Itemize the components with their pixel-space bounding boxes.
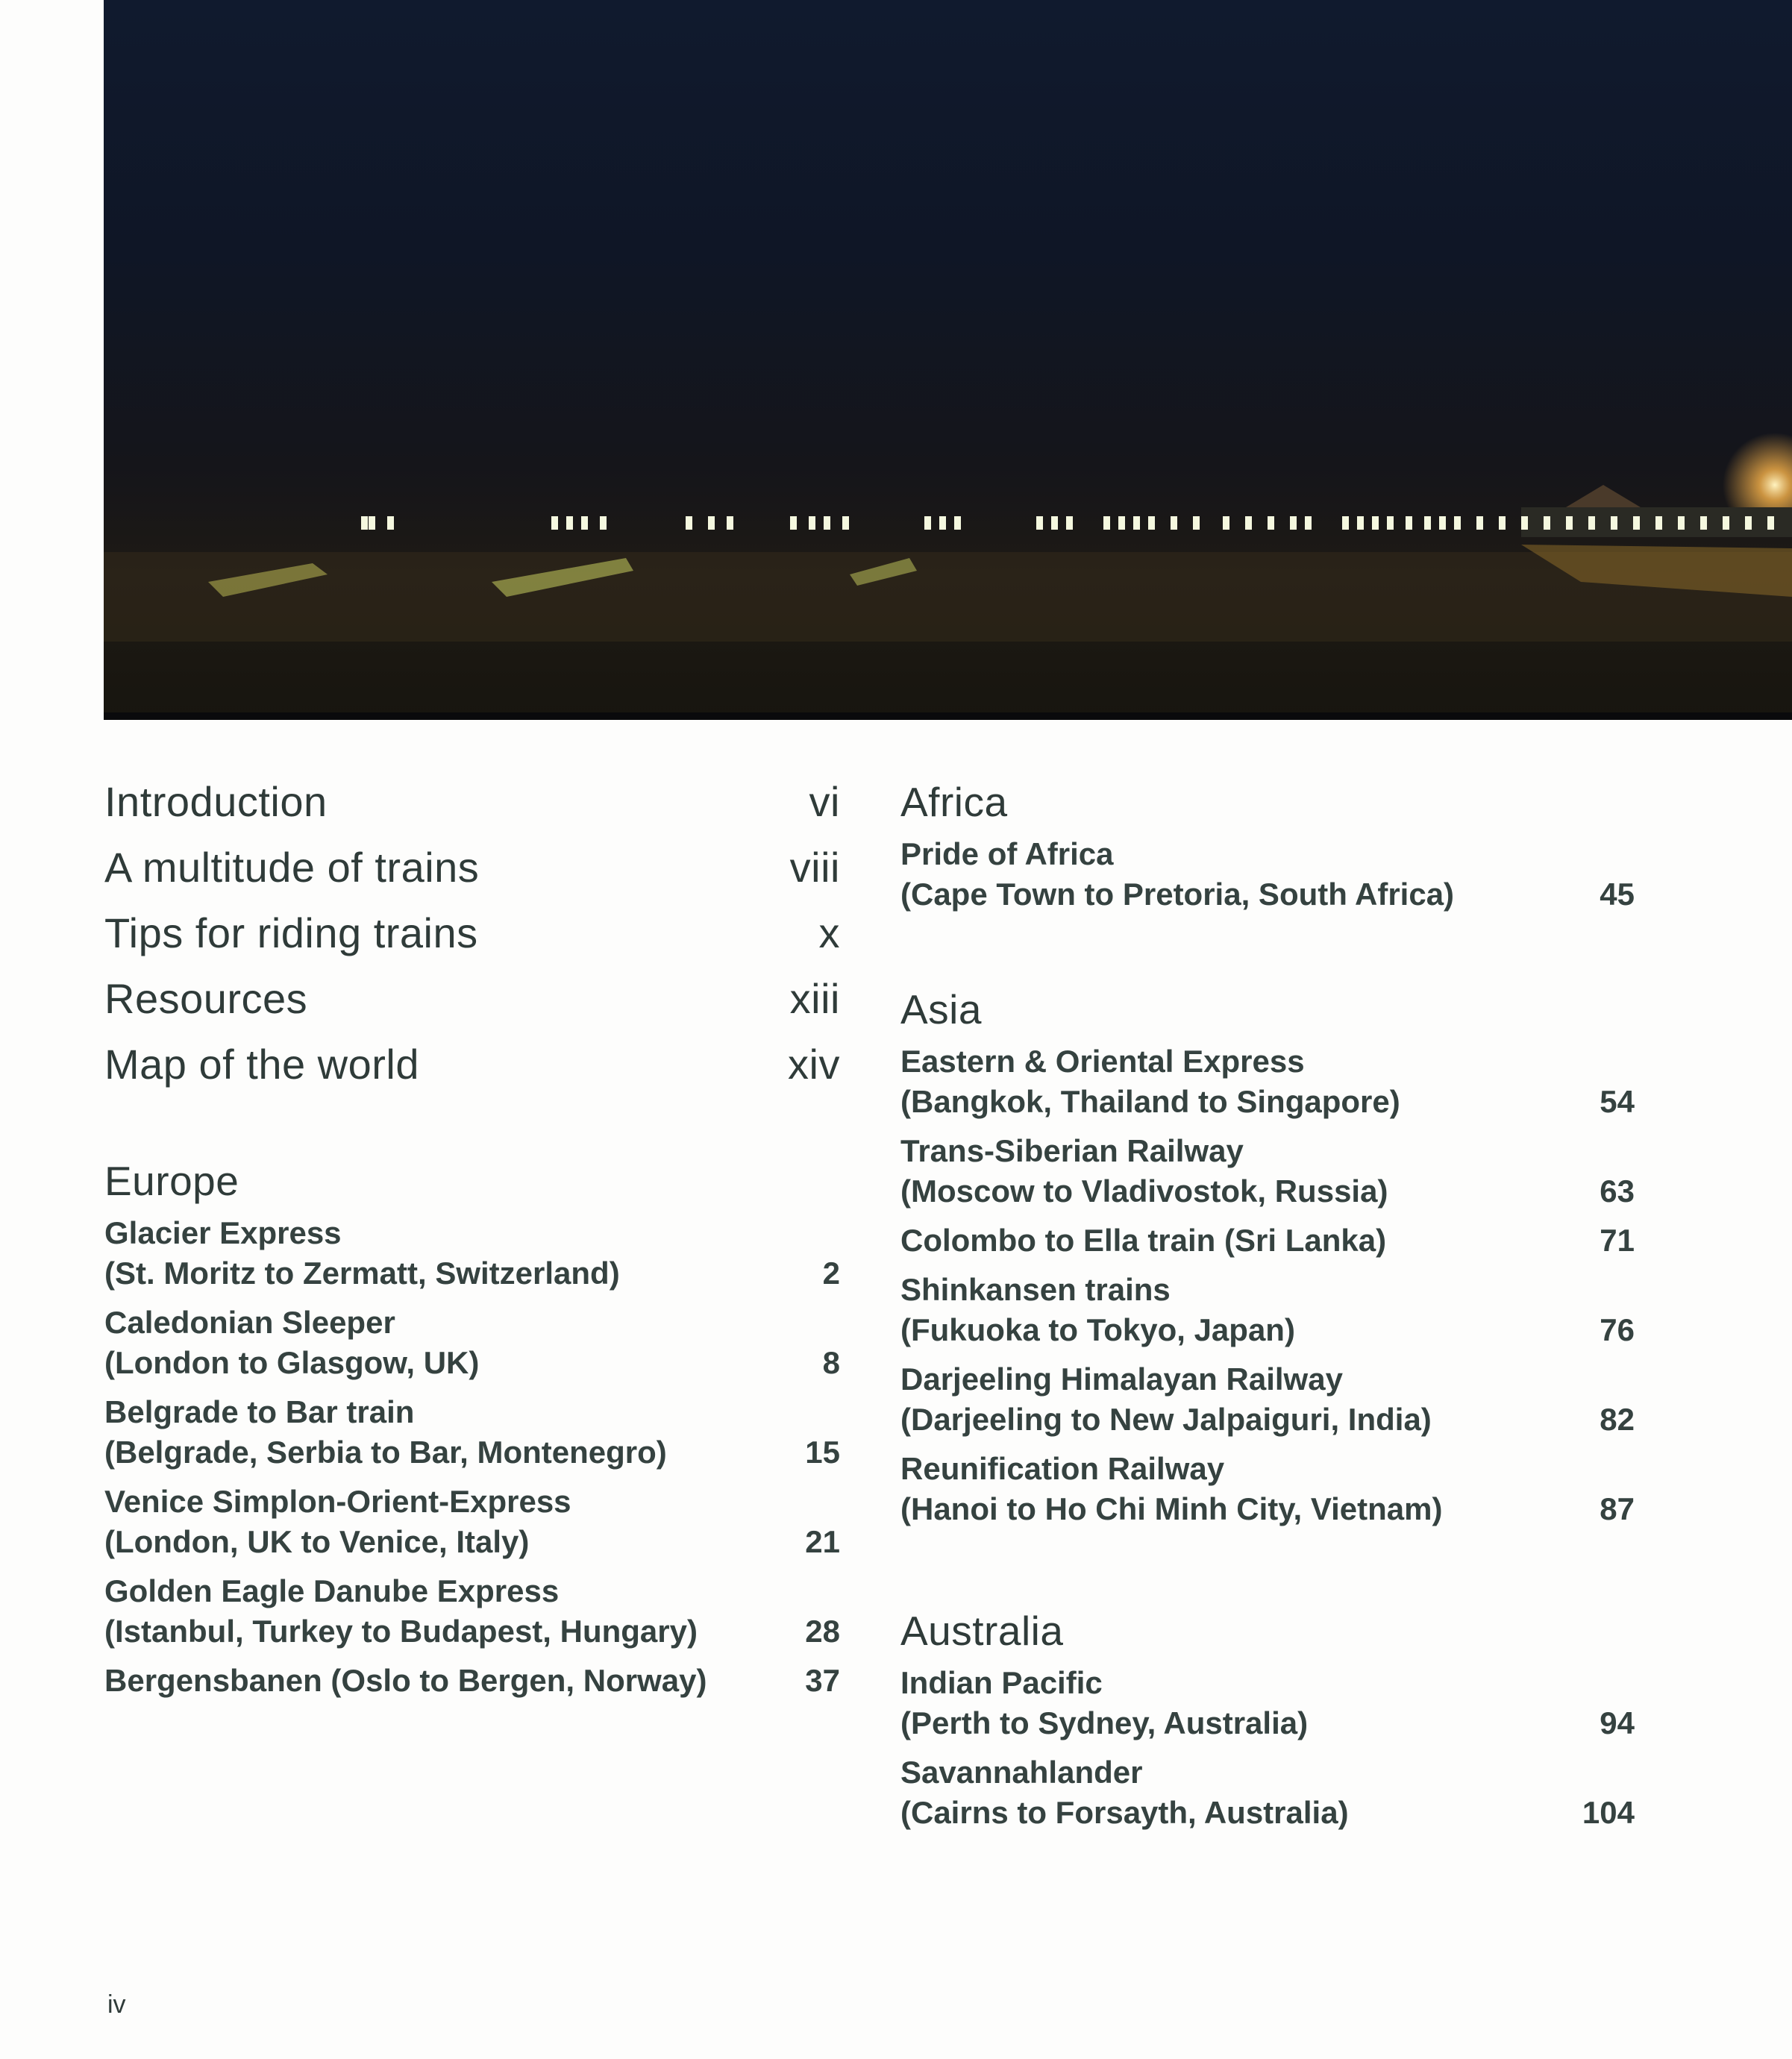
train-route: (Istanbul, Turkey to Budapest, Hungary) [104, 1614, 698, 1649]
window-light [824, 516, 830, 530]
toc-entry-page: 45 [1600, 877, 1635, 912]
train-name: Trans-Siberian Railway [900, 1133, 1244, 1168]
window-light [1290, 516, 1297, 530]
window-light [1387, 516, 1394, 530]
train-name: Belgrade to Bar train [104, 1394, 415, 1429]
window-light [1655, 516, 1662, 530]
window-light [1439, 516, 1446, 530]
toc-item[interactable] [104, 769, 840, 835]
train-name: Darjeeling Himalayan Railway [900, 1361, 1343, 1397]
train-route: (London, UK to Venice, Italy) [104, 1524, 530, 1559]
window-light [924, 516, 931, 530]
window-light [1171, 516, 1177, 530]
toc-entry[interactable] [900, 1270, 1635, 1350]
window-light [842, 516, 849, 530]
section-africa [900, 776, 1635, 924]
window-light [581, 516, 588, 530]
train-name: Glacier Express [104, 1215, 342, 1250]
window-light [1406, 516, 1412, 530]
night-train-photo [104, 0, 1792, 720]
window-light [566, 516, 573, 530]
window-light [954, 516, 961, 530]
toc-entry-page: 76 [1600, 1312, 1635, 1347]
toc-item-page: vi [809, 778, 840, 825]
toc-entry[interactable] [900, 1220, 1635, 1261]
train-route: (Perth to Sydney, Australia) [900, 1705, 1309, 1740]
toc-entry[interactable] [900, 1752, 1635, 1833]
train-route: (Bangkok, Thailand to Singapore) [900, 1084, 1400, 1119]
window-light [790, 516, 797, 530]
window-light [1611, 516, 1617, 530]
window-light [1051, 516, 1058, 530]
toc-item-title: A multitude of trains [104, 844, 480, 891]
window-light [1566, 516, 1573, 530]
toc-entry-page: 8 [822, 1345, 840, 1380]
train-name: Bergensbanen (Oslo to Bergen, Norway) [104, 1663, 707, 1698]
window-light [708, 516, 715, 530]
train-name: Savannahlander [900, 1755, 1143, 1790]
toc-entry[interactable] [900, 1663, 1635, 1743]
train-route: (Cape Town to Pretoria, South Africa) [900, 877, 1455, 912]
train-route: (Darjeeling to New Jalpaiguri, India) [900, 1402, 1432, 1437]
window-light [1357, 516, 1364, 530]
toc-entry[interactable] [900, 834, 1635, 915]
window-light [1678, 516, 1685, 530]
toc-item-page: x [818, 909, 840, 956]
train-name: Venice Simplon-Orient-Express [104, 1484, 571, 1519]
train-route: (London to Glasgow, UK) [104, 1345, 480, 1380]
window-light [600, 516, 607, 530]
toc-entry-page: 21 [805, 1524, 840, 1559]
window-light [1223, 516, 1229, 530]
window-light [361, 516, 368, 530]
toc-item-title: Tips for riding trains [104, 909, 478, 956]
toc-entry[interactable] [900, 1041, 1635, 1122]
train-name: Golden Eagle Danube Express [104, 1573, 560, 1608]
window-light [1118, 516, 1125, 530]
window-light [1745, 516, 1752, 530]
section-heading: Africa [900, 779, 1008, 825]
window-light [369, 516, 375, 530]
window-light [1372, 516, 1379, 530]
train-route: (Fukuoka to Tokyo, Japan) [900, 1312, 1295, 1347]
train-route: (Hanoi to Ho Chi Minh City, Vietnam) [900, 1491, 1443, 1526]
window-light [1499, 516, 1506, 530]
train-route: (Belgrade, Serbia to Bar, Montenegro) [104, 1435, 667, 1470]
window-light [551, 516, 558, 530]
toc-entry[interactable] [900, 1131, 1635, 1212]
window-light [727, 516, 733, 530]
window-light [939, 516, 946, 530]
section-australia [900, 1605, 1635, 1842]
section-heading: Australia [900, 1608, 1064, 1654]
window-light [387, 516, 394, 530]
toc-entry-page: 104 [1582, 1795, 1635, 1830]
window-light [1245, 516, 1252, 530]
toc-entry[interactable] [104, 1303, 840, 1383]
toc-entry[interactable] [104, 1392, 840, 1473]
page-number: iv [107, 1990, 126, 2019]
window-light [1342, 516, 1349, 530]
toc-item-title: Resources [104, 975, 308, 1022]
window-light [1633, 516, 1640, 530]
train-route: (Moscow to Vladivostok, Russia) [900, 1173, 1388, 1209]
toc-entry[interactable] [900, 1449, 1635, 1529]
toc-entry-page: 15 [805, 1435, 840, 1470]
window-light [1723, 516, 1729, 530]
toc-item[interactable] [104, 900, 840, 966]
window-light [686, 516, 692, 530]
toc-item[interactable] [104, 1032, 840, 1097]
toc-entry-page: 2 [822, 1256, 840, 1291]
toc-entry-page: 94 [1600, 1705, 1635, 1740]
train-route: (Cairns to Forsayth, Australia) [900, 1795, 1349, 1830]
train-route: (St. Moritz to Zermatt, Switzerland) [104, 1256, 620, 1291]
toc-entry[interactable] [104, 1213, 840, 1294]
toc-entry-page: 37 [805, 1663, 840, 1698]
window-light [1544, 516, 1550, 530]
window-light [1454, 516, 1461, 530]
toc-entry-page: 63 [1600, 1173, 1635, 1209]
train-name: Indian Pacific [900, 1665, 1103, 1700]
train-name: Shinkansen trains [900, 1272, 1171, 1307]
window-light [1700, 516, 1707, 530]
toc-item[interactable] [104, 966, 840, 1032]
window-light [1268, 516, 1274, 530]
window-light [1193, 516, 1200, 530]
front-matter-list [104, 769, 840, 1097]
toc-item[interactable] [104, 835, 840, 900]
toc-item-page: xiv [788, 1041, 840, 1088]
window-light [1103, 516, 1110, 530]
window-light [1066, 516, 1073, 530]
toc-entry[interactable] [900, 1359, 1635, 1440]
toc-entry[interactable] [104, 1482, 840, 1562]
window-light [1476, 516, 1483, 530]
window-light [1148, 516, 1155, 530]
toc-entry-page: 87 [1600, 1491, 1635, 1526]
window-light [809, 516, 815, 530]
train-name: Pride of Africa [900, 836, 1114, 871]
toc-entry-page: 28 [805, 1614, 840, 1649]
toc-entry[interactable] [104, 1661, 840, 1701]
train-name: Eastern & Oriental Express [900, 1044, 1305, 1079]
section-europe [104, 1155, 840, 1710]
window-light [1521, 516, 1528, 530]
window-light [1767, 516, 1774, 530]
toc-entry[interactable] [104, 1571, 840, 1652]
toc-entry-page: 54 [1600, 1084, 1635, 1119]
section-heading: Europe [104, 1158, 239, 1204]
window-light [1133, 516, 1140, 530]
toc-entry-page: 82 [1600, 1402, 1635, 1437]
window-light [1036, 516, 1043, 530]
window-light [1424, 516, 1431, 530]
toc-entry-page: 71 [1600, 1223, 1635, 1258]
train-name: Caledonian Sleeper [104, 1305, 395, 1340]
toc-item-page: xiii [789, 975, 840, 1022]
toc-item-page: viii [789, 844, 840, 891]
section-heading: Asia [900, 986, 982, 1032]
toc-item-title: Introduction [104, 778, 328, 825]
train-name: Reunification Railway [900, 1451, 1225, 1486]
train-name: Colombo to Ella train (Sri Lanka) [900, 1223, 1387, 1258]
section-asia [900, 983, 1635, 1538]
window-light [1305, 516, 1312, 530]
window-light [1588, 516, 1595, 530]
toc-item-title: Map of the world [104, 1041, 419, 1088]
